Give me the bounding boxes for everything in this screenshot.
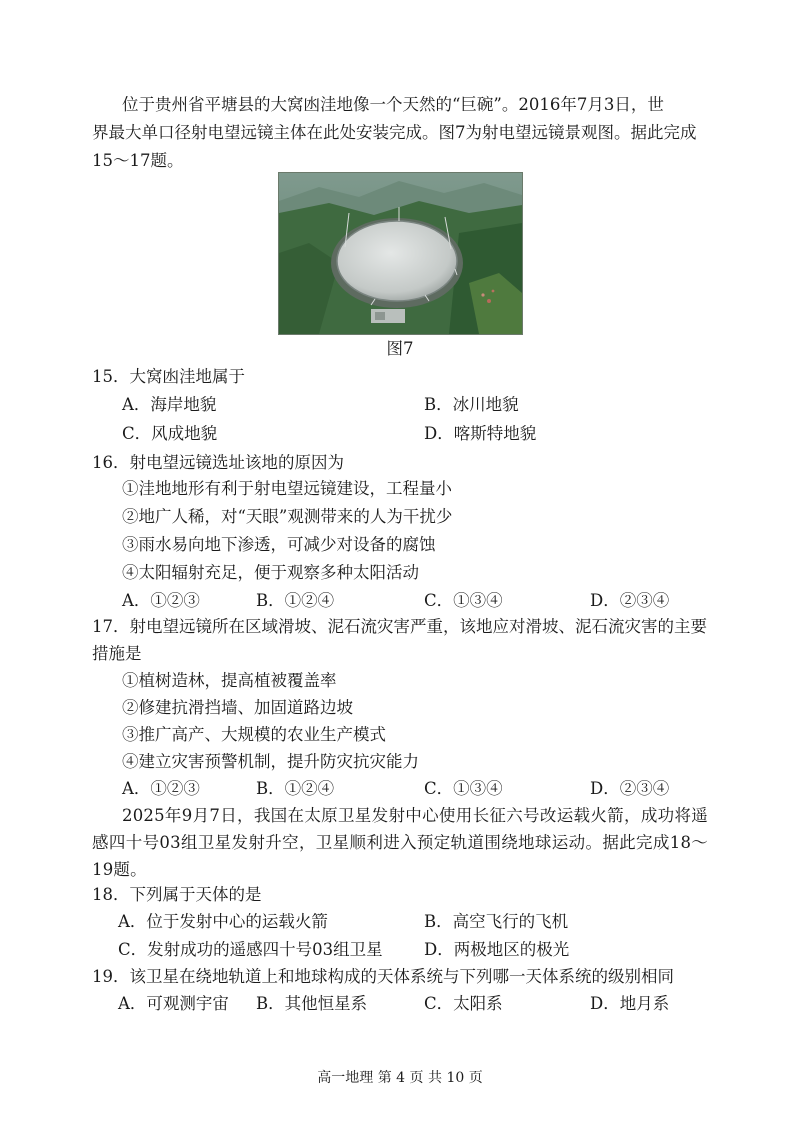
- intro1-line1: 位于贵州省平塘县的大窝凼洼地像一个天然的“巨碗”。2016年7月3日，世: [122, 95, 664, 114]
- q18-option-c: C．发射成功的遥感四十号03组卫星: [118, 940, 383, 959]
- page-footer: 高一地理 第 4 页 共 10 页: [317, 1070, 483, 1086]
- q16-statement-1: ①洼地地形有利于射电望远镜建设，工程量小: [122, 479, 452, 498]
- q19-stem: 19．该卫星在绕地轨道上和地球构成的天体系统与下列哪一天体系统的级别相同: [92, 967, 674, 986]
- q17-stem-line2: 措施是: [92, 644, 142, 663]
- q18-stem: 18．下列属于天体的是: [92, 885, 262, 904]
- q16-statement-4: ④太阳辐射充足，便于观察多种太阳活动: [122, 563, 419, 582]
- q15-option-d: D．喀斯特地貌: [424, 424, 537, 443]
- q15-option-a: A．海岸地貌: [122, 395, 217, 414]
- q19-option-a: A．可观测宇宙: [118, 994, 229, 1013]
- q18-option-b: B．高空飞行的飞机: [424, 912, 569, 931]
- q16-statement-2: ②地广人稀，对“天眼”观测带来的人为干扰少: [122, 507, 453, 526]
- q17-option-b: B．①②④: [256, 779, 335, 798]
- q15-option-b: B．冰川地貌: [424, 395, 519, 414]
- q19-option-b: B．其他恒星系: [256, 994, 368, 1013]
- q18-option-a: A．位于发射中心的运载火箭: [118, 912, 328, 931]
- q17-option-a: A．①②③: [122, 779, 200, 798]
- q16-option-b: B．①②④: [256, 591, 335, 610]
- radio-telescope-photo: [278, 172, 523, 335]
- q15-stem: 15．大窝凼洼地属于: [92, 367, 245, 386]
- q17-stem-line1: 17．射电望远镜所在区域滑坡、泥石流灾害严重，该地应对滑坡、泥石流灾害的主要: [92, 617, 707, 636]
- q18-option-d: D．两极地区的极光: [424, 940, 570, 959]
- figure-caption: 图7: [386, 339, 414, 358]
- q16-stem: 16．射电望远镜选址该地的原因为: [92, 453, 344, 472]
- q16-option-d: D．②③④: [590, 591, 670, 610]
- q19-option-d: D．地月系: [590, 994, 670, 1013]
- intro2-paragraph: [92, 802, 708, 883]
- intro2-text: 2025年9月7日，我国在太原卫星发射中心使用长征六号改运载火箭，成功将遥感四十号03组卫星发射升空，卫星顺利进入预定轨道围绕地球运动。据此完成18～19题。: [92, 806, 708, 879]
- q16-option-a: A．①②③: [122, 591, 200, 610]
- q17-option-d: D．②③④: [590, 779, 670, 798]
- q19-option-c: C．太阳系: [424, 994, 503, 1013]
- intro1-line2: 界最大单口径射电望远镜主体在此处安装完成。图7为射电望远镜景观图。据此完成: [92, 123, 697, 142]
- q15-option-c: C．风成地貌: [122, 424, 218, 443]
- intro1-line3: 15～17题。: [92, 151, 184, 170]
- q16-statement-3: ③雨水易向地下渗透，可减少对设备的腐蚀: [122, 535, 436, 554]
- q17-statement-1: ①植树造林，提高植被覆盖率: [122, 671, 337, 690]
- q17-statement-4: ④建立灾害预警机制，提升防灾抗灾能力: [122, 752, 419, 771]
- q17-statement-3: ③推广高产、大规模的农业生产模式: [122, 725, 386, 744]
- q17-option-c: C．①③④: [424, 779, 503, 798]
- q16-option-c: C．①③④: [424, 591, 503, 610]
- q17-statement-2: ②修建抗滑挡墙、加固道路边坡: [122, 698, 353, 717]
